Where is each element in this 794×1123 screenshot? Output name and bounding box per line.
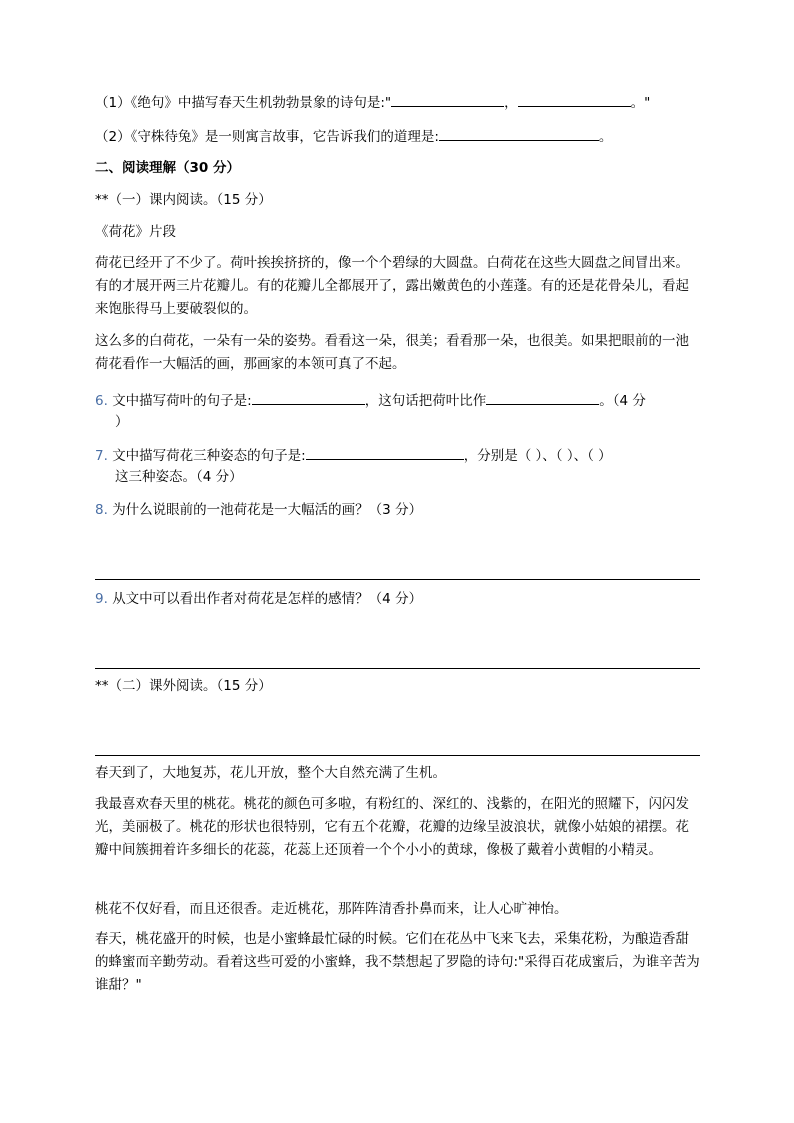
question-6-cont: ） bbox=[115, 414, 129, 430]
question-7: 7. 文中描写荷花三种姿态的句子是: ，分别是（ ）、（ ）、（ ） bbox=[95, 445, 700, 467]
answer-blank[interactable] bbox=[252, 390, 365, 405]
passage-paragraph: 春天，桃花盛开的时候，也是小蜜蜂最忙碌的时候。它们在花丛中飞来飞去，采集花粉，为酿造香甜的蜂蜜而辛勤劳动。看着这些可爱的小蜜蜂，我不禁想起了罗隐的诗句:"采得百花成蜜后，为谁辛苦为谁甜？" bbox=[95, 931, 700, 993]
passage-paragraph: 桃花不仅好看，而且还很香。走近桃花，那阵阵清香扑鼻而来，让人心旷神怡。 bbox=[95, 901, 568, 917]
answer-line[interactable] bbox=[95, 668, 700, 669]
passage-paragraph: 我最喜欢春天里的桃花。桃花的颜色可多啦，有粉红的、深红的、浅紫的，在阳光的照耀下，闪闪发光，美丽极了。桃花的形状也很特别，它有五个花瓣，花瓣的边缘呈波浪状，就像小姑娘的裙摆。花瓣中间簇拥着许多细长的花蕊，花蕊上还顶着一个个小小的黄球，像极了戴着小黄帽的小精灵。 bbox=[95, 796, 689, 858]
fill-question-2: （2）《守株待兔》是一则寓言故事，它告诉我们的道理是: 。 bbox=[95, 126, 700, 148]
answer-line[interactable] bbox=[95, 755, 700, 756]
question-6: 6. 文中描写荷叶的句子是: ，这句话把荷叶比作 。（4 分 bbox=[95, 390, 700, 412]
question-9: 9. 从文中可以看出作者对荷花是怎样的感情？（4 分） bbox=[95, 591, 423, 607]
part1-title: **（一）课内阅读。（15 分） bbox=[95, 192, 272, 208]
passage-paragraph: 这么多的白荷花，一朵有一朵的姿势。看看这一朵，很美；看看那一朵，也很美。如果把眼前的一池荷花看作一大幅活的画，那画家的本领可真了不起。 bbox=[95, 333, 689, 372]
passage-title: 《荷花》片段 bbox=[95, 224, 176, 240]
part2-title: **（二）课外阅读。（15 分） bbox=[95, 678, 272, 694]
answer-blank[interactable] bbox=[486, 390, 599, 405]
answer-blank[interactable] bbox=[391, 92, 504, 107]
passage-paragraph: 荷花已经开了不少了。荷叶挨挨挤挤的，像一个个碧绿的大圆盘。白荷花在这些大圆盘之间冒出来。有的才展开两三片花瓣儿。有的花瓣儿全都展开了，露出嫩黄色的小莲蓬。有的还是花骨朵儿，看起来饱胀得马上要破裂似的。 bbox=[95, 255, 689, 317]
passage-paragraph: 春天到了，大地复苏，花儿开放，整个大自然充满了生机。 bbox=[95, 765, 446, 781]
question-7-cont: 这三种姿态。（4 分） bbox=[115, 469, 243, 485]
section-title: 二、阅读理解（30 分） bbox=[95, 160, 240, 176]
answer-blank[interactable] bbox=[306, 445, 464, 460]
question-8: 8. 为什么说眼前的一池荷花是一大幅活的画？（3 分） bbox=[95, 502, 423, 518]
answer-blank[interactable] bbox=[439, 126, 599, 141]
answer-blank[interactable] bbox=[518, 92, 631, 107]
answer-line[interactable] bbox=[95, 579, 700, 580]
fill-question-1: （1）《绝句》中描写春天生机勃勃景象的诗句是:" ， 。" bbox=[95, 92, 700, 114]
